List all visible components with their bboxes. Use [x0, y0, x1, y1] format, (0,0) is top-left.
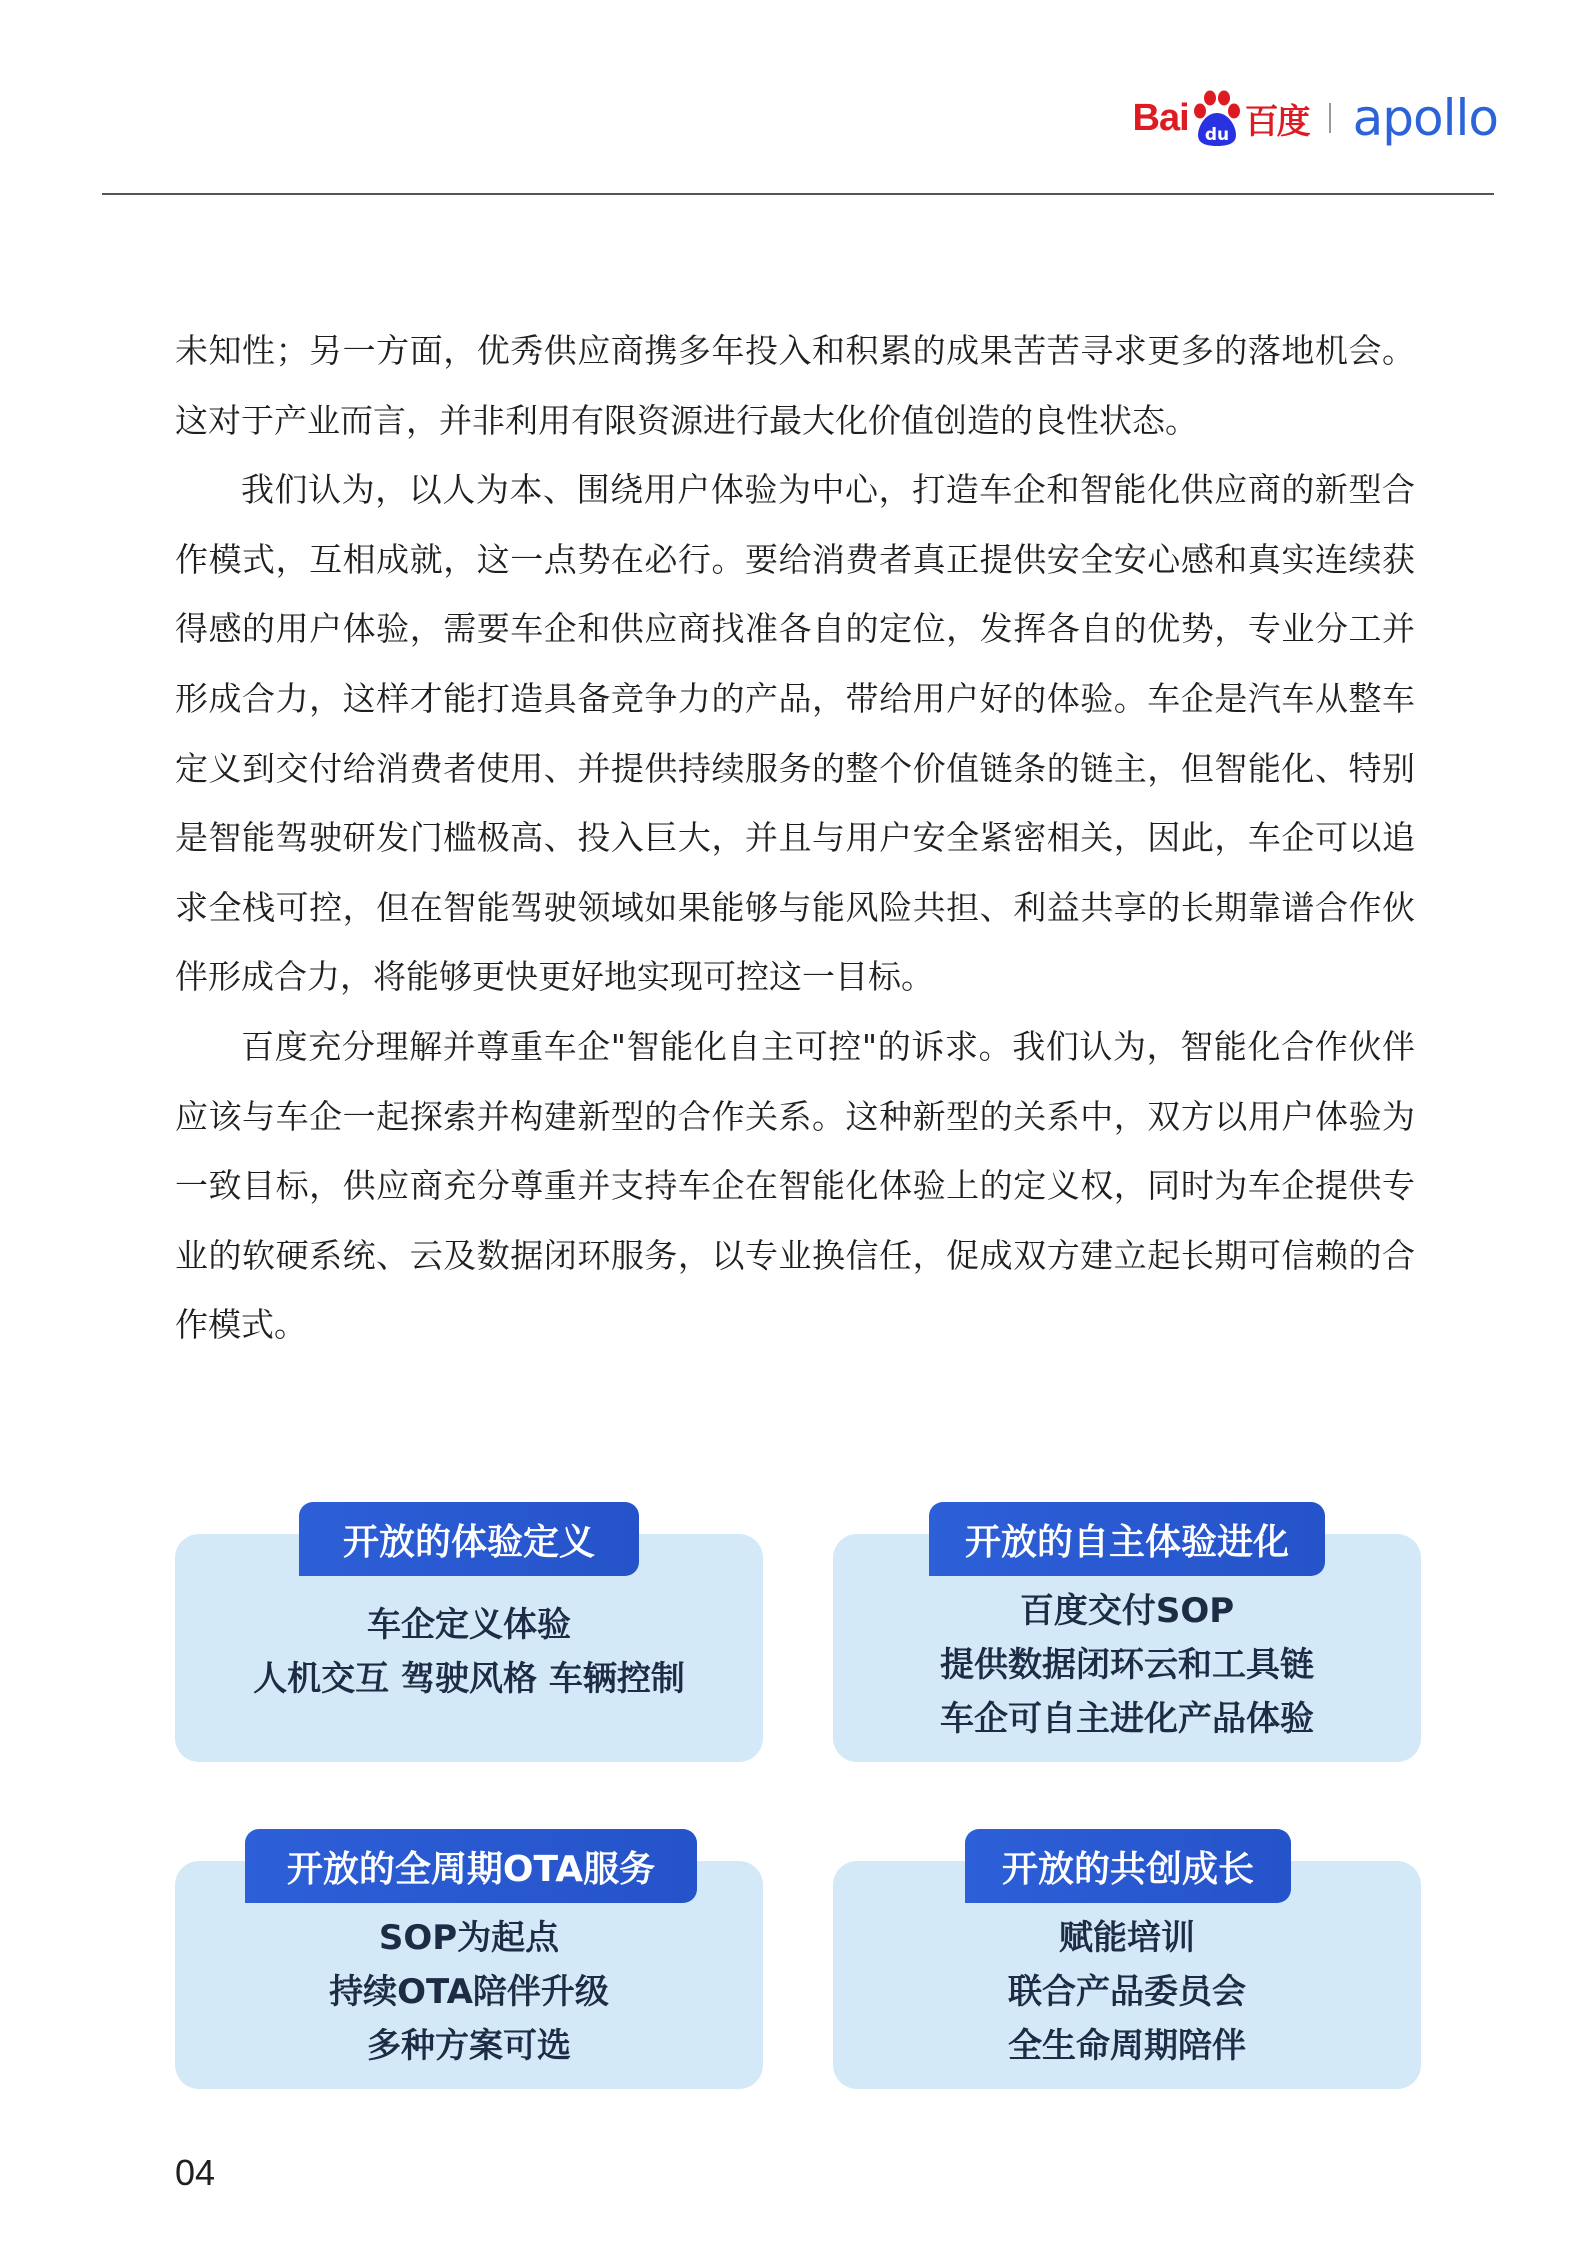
card-lines — [175, 1911, 763, 2073]
page-header — [0, 0, 1586, 196]
card-line: 百度交付SOP — [1019, 1591, 1235, 1631]
header-rule — [102, 193, 1494, 195]
card-lines — [833, 1911, 1421, 2073]
baidu-logo-chinese: 百度 — [1244, 101, 1309, 142]
card-line: SOP为起点 — [378, 1918, 560, 1958]
feature-card-ota-service — [175, 1848, 763, 2089]
card-line: 联合产品委员会 — [1008, 1972, 1246, 2012]
card-line: 车企定义体验 — [367, 1605, 571, 1645]
brand-logos — [1133, 78, 1498, 158]
baidu-logo — [1133, 78, 1309, 158]
card-line: 车企可自主进化产品体验 — [940, 1699, 1314, 1739]
feature-card-co-creation — [833, 1848, 1421, 2089]
apollo-logo: apollo — [1352, 89, 1498, 147]
logo-divider — [1329, 103, 1331, 133]
card-lines — [833, 1584, 1421, 1746]
paragraph: 百度充分理解并尊重车企"智能化自主可控"的诉求。我们认为，智能化合作伙伴应该与车企一起探索并构建新型的合作关系。这种新型的关系中，双方以用户体验为一致目标，供应商充分尊重并支持车企在智能化体验上的定义权，同时为车企提供专业的软硬系统、云及数据闭环服务，以专业换信任，促成双方建立起长期可信赖的合作模式。 — [175, 1026, 1415, 1345]
card-line: 持续OTA陪伴升级 — [329, 1972, 609, 2012]
baidu-logo-latin: Bai — [1132, 96, 1189, 139]
paragraph: 未知性；另一方面，优秀供应商携多年投入和积累的成果苦苦寻求更多的落地机会。这对于产业而言，并非利用有限资源进行最大化价值创造的良性状态。 — [175, 331, 1415, 440]
card-line: 提供数据闭环云和工具链 — [940, 1645, 1314, 1685]
body-text — [175, 316, 1415, 1360]
baidu-paw-icon — [1191, 89, 1243, 147]
card-title: 开放的自主体验进化 — [929, 1502, 1325, 1576]
feature-card-autonomous-evolution — [833, 1521, 1421, 1762]
baidu-paw-du: du — [1204, 125, 1229, 145]
card-lines — [175, 1598, 763, 1706]
card-line: 全生命周期陪伴 — [1008, 2026, 1246, 2066]
feature-card-experience-definition — [175, 1521, 763, 1762]
card-line: 多种方案可选 — [367, 2026, 571, 2066]
card-line: 人机交互 驾驶风格 车辆控制 — [253, 1659, 685, 1699]
card-line: 赋能培训 — [1059, 1918, 1195, 1958]
card-title: 开放的体验定义 — [299, 1502, 639, 1576]
card-title: 开放的共创成长 — [965, 1829, 1291, 1903]
paragraph: 我们认为，以人为本、围绕用户体验为中心，打造车企和智能化供应商的新型合作模式，互相成就，这一点势在必行。要给消费者真正提供安全安心感和真实连续获得感的用户体验，需要车企和供应商找准各自的定位，发挥各自的优势，专业分工并形成合力，这样才能打造具备竞争力的产品，带给用户好的体验。车企是汽车从整车定义到交付给消费者使用、并提供持续服务的整个价值链条的链主，但智能化、特别是智能驾驶研发门槛极高、投入巨大，并且与用户安全紧密相关，因此，车企可以追求全栈可控，但在智能驾驶领域如果能够与能风险共担、利益共享的长期靠谱合作伙伴形成合力，将能够更快更好地实现可控这一目标。 — [175, 470, 1415, 997]
card-title: 开放的全周期OTA服务 — [245, 1829, 697, 1903]
page-number: 04 — [175, 2152, 216, 2193]
